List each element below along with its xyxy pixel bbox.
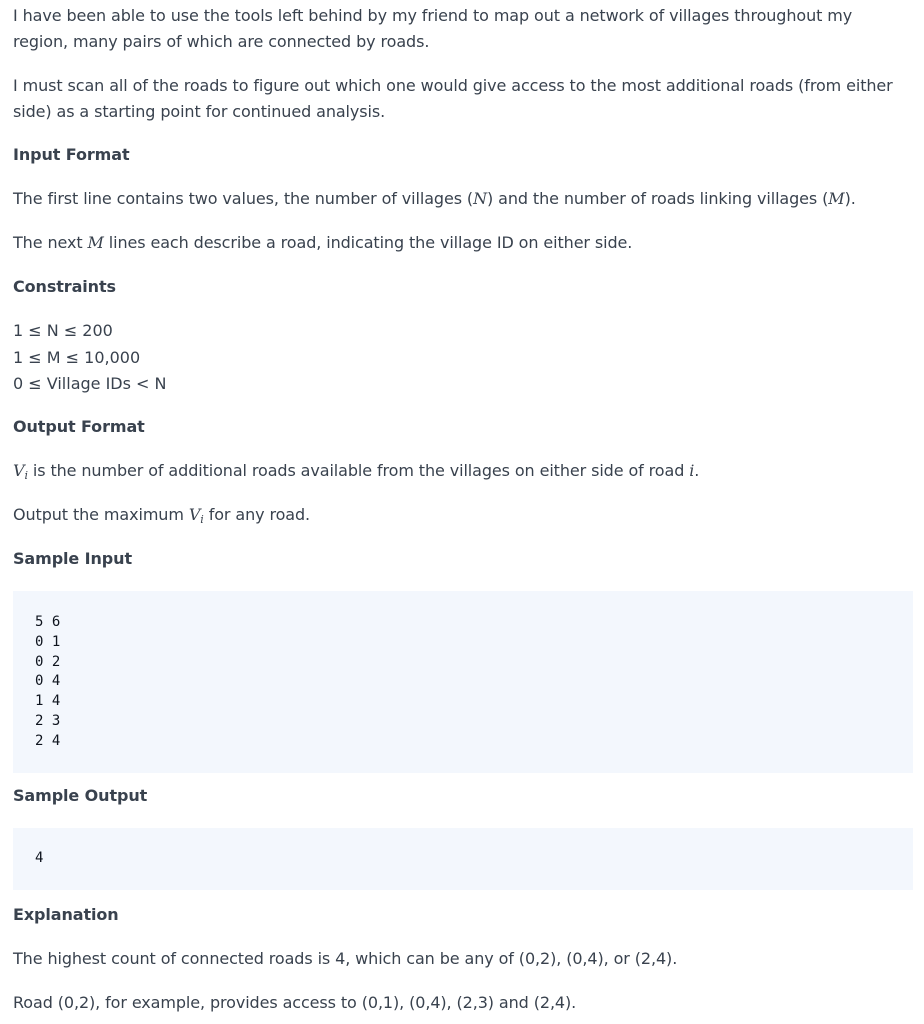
sample-output-code: 4 [35, 850, 44, 866]
sample-output-heading: Sample Output [13, 786, 148, 805]
input-format-line-1: The first line contains two values, the number of villages (N) and the number of roads linking villages (M). [13, 189, 856, 208]
math-var-v: V [188, 505, 201, 524]
math-var-v: V [13, 461, 25, 480]
math-var-m: M [87, 233, 104, 252]
math-subscript-i: i [24, 469, 28, 482]
constraints-list [13, 318, 167, 398]
output-format-line-2: Output the maximum $V_i$ for any road. [13, 505, 311, 526]
output-format-line-1: $V_i$ is the number of additional roads available from the villages on either side of road i. [13, 461, 700, 482]
input-format-line-2: The next M lines each describe a road, indicating the village ID on either side. [13, 233, 633, 252]
intro-paragraph-2: I must scan all of the roads to figure out which one would give access to the most additional roads (from either side) as a starting point for continued analysis. [13, 76, 893, 121]
math-var-m: M [828, 189, 845, 208]
constraint-item: 1 ≤ M ≤ 10,000 [13, 347, 141, 367]
explanation-heading: Explanation [13, 905, 119, 924]
sample-input-heading: Sample Input [13, 549, 132, 568]
constraint-item: 1 ≤ N ≤ 200 [13, 321, 113, 340]
constraints-heading: Constraints [13, 277, 116, 296]
constraint-item: 0 ≤ Village IDs < N [13, 374, 167, 393]
math-subscript-i: i [200, 513, 204, 526]
explanation-paragraph-2: Road (0,2), for example, provides access to (0,1), (0,4), (2,3) and (2,4). [13, 993, 577, 1012]
sample-input-code-block [13, 591, 913, 773]
intro-paragraph-1: I have been able to use the tools left behind by my friend to map out a network of villages throughout my region, many pairs of which are connected by roads. [13, 6, 853, 51]
output-format-heading: Output Format [13, 417, 145, 436]
sample-input-code: 5 6 0 1 0 2 0 4 1 4 2 3 2 4 [35, 614, 61, 749]
math-var-n: N [473, 189, 487, 208]
math-var-i: i [689, 461, 695, 480]
input-format-heading: Input Format [13, 145, 130, 164]
sample-output-code-block [13, 828, 913, 890]
explanation-paragraph-1: The highest count of connected roads is 4, which can be any of (0,2), (0,4), or (2,4). [13, 949, 678, 968]
